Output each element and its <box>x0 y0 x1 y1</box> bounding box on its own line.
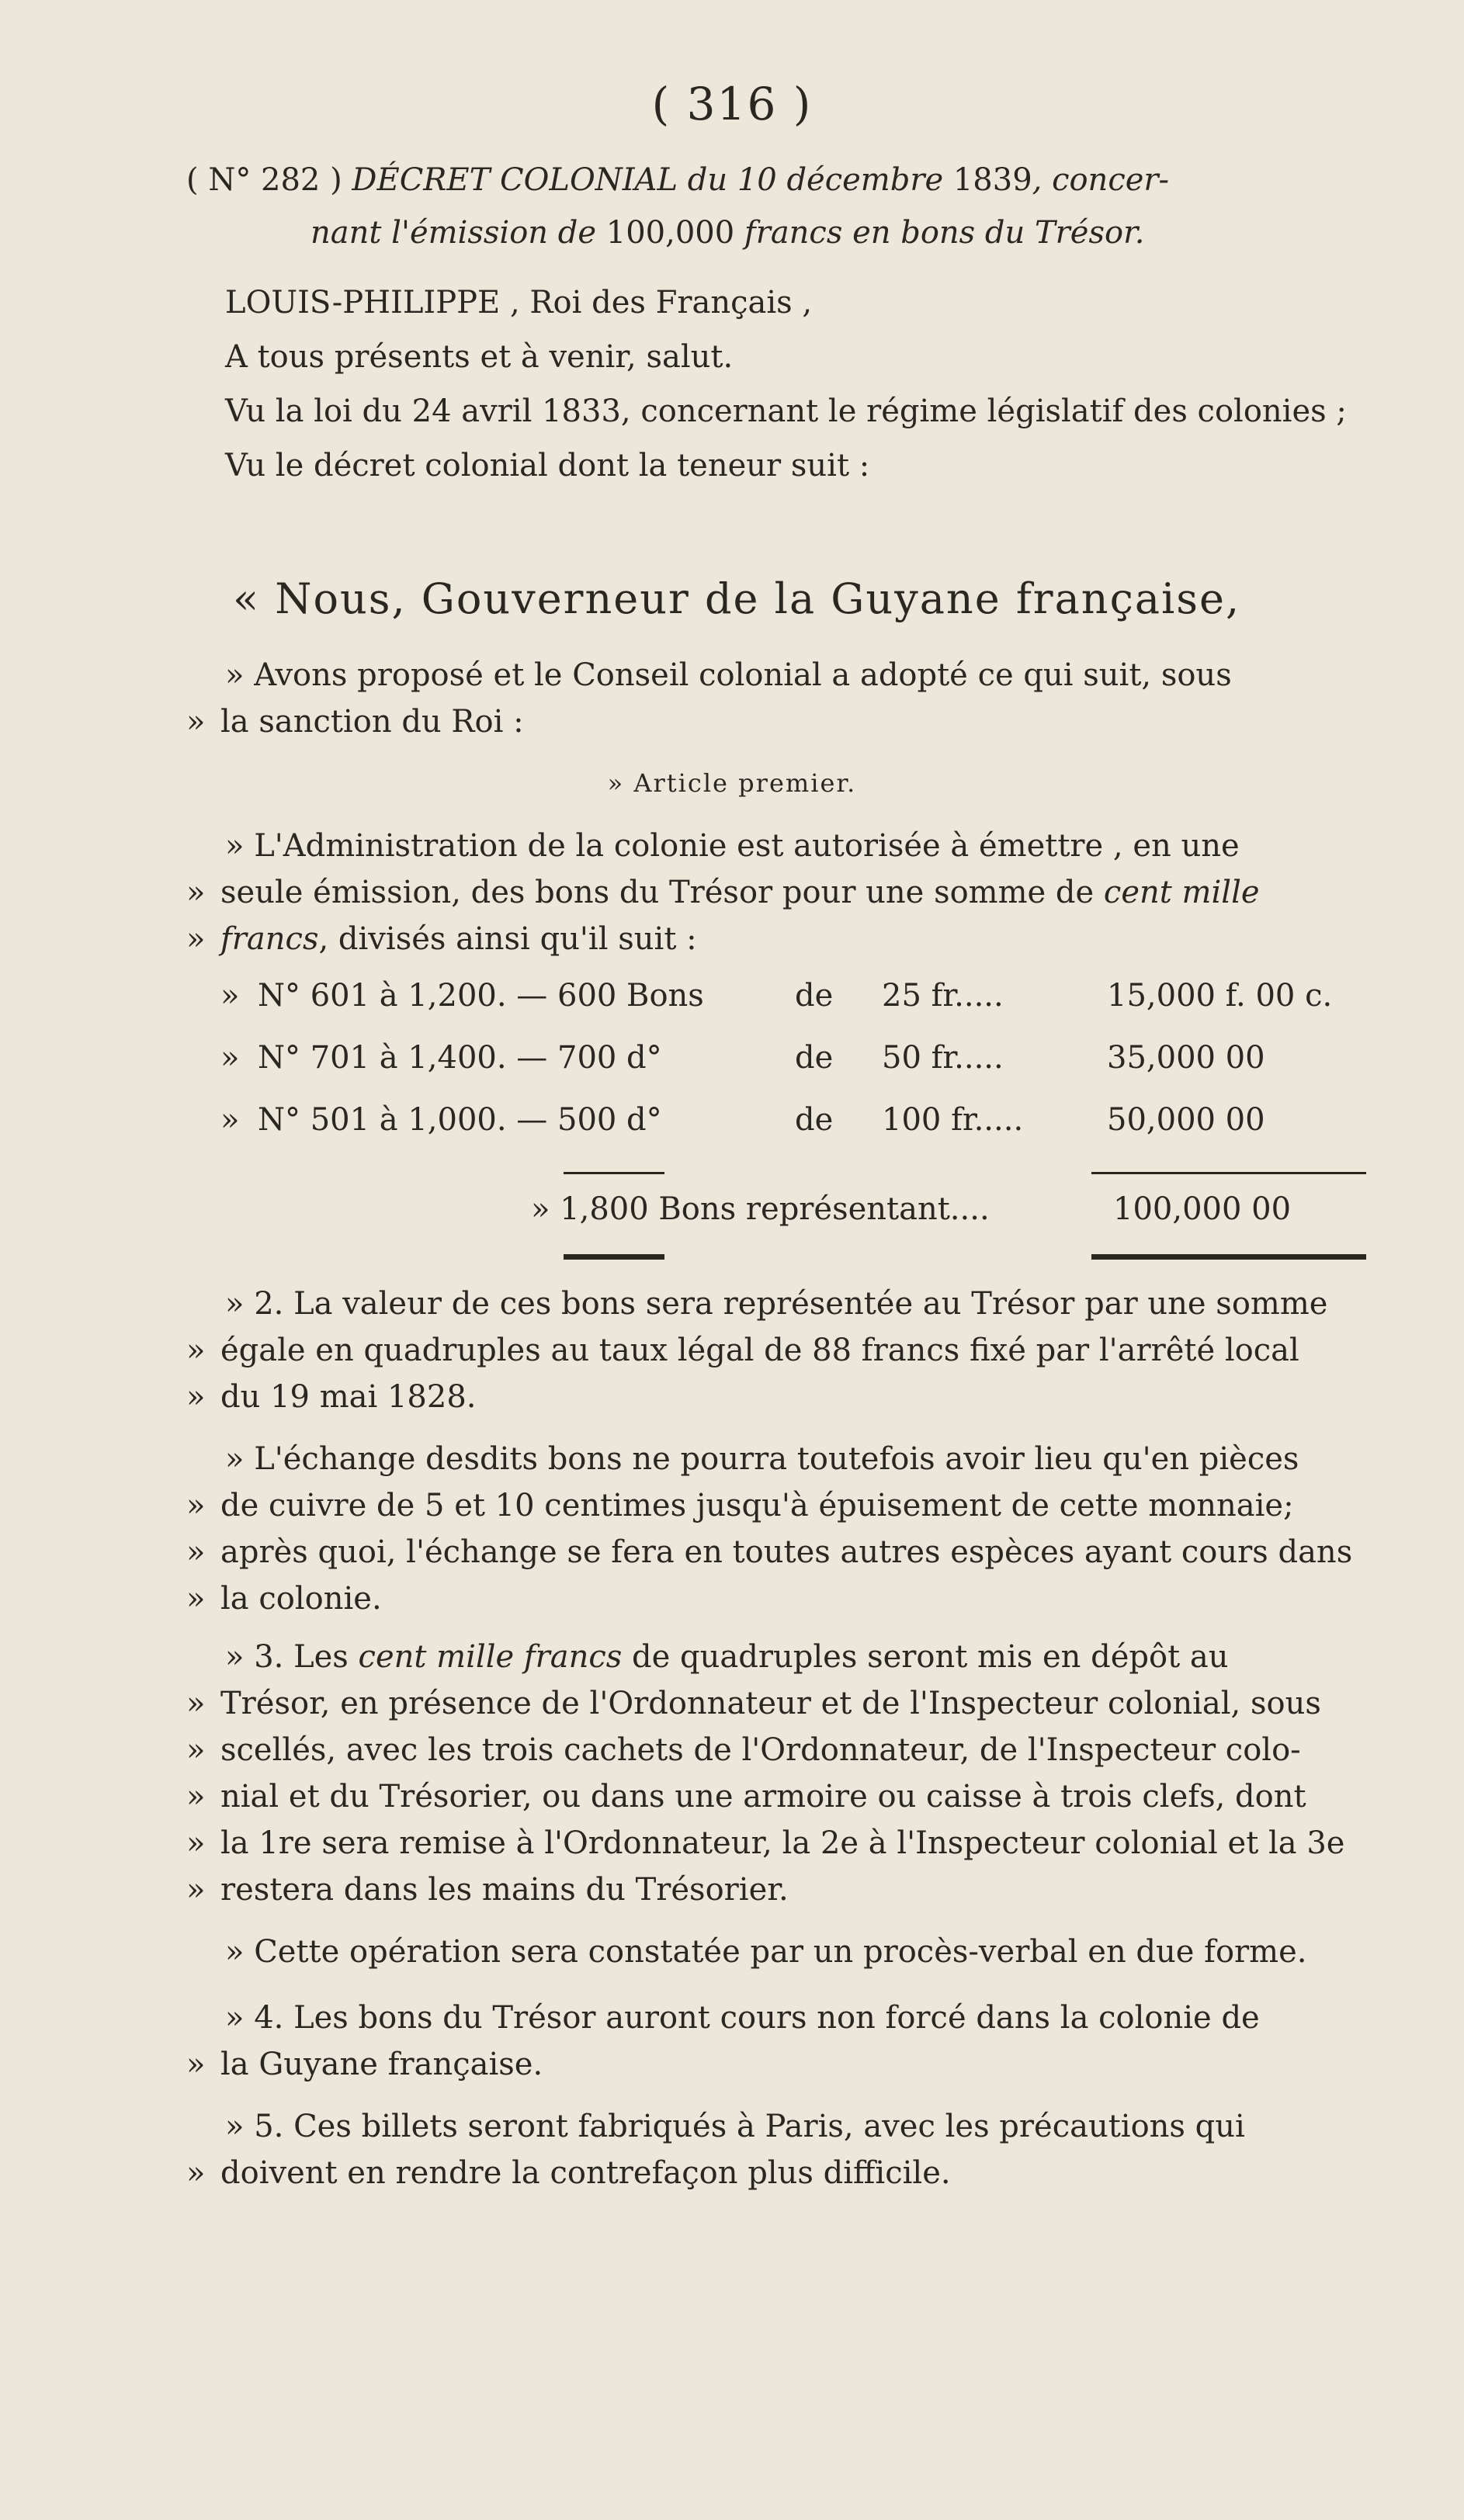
vu-decret: Vu le décret colonial dont la teneur suit : <box>225 448 870 484</box>
title-line-1: ( N° 282 ) DÉCRET COLONIAL du 10 décembre 1839, concer- <box>186 162 1170 198</box>
governor-heading: « Nous, Gouverneur de la Guyane française, <box>233 574 1241 623</box>
article-5: » 5. Ces billets seront fabriqués à Paris, avec les précautions qui » doivent en rendre la contrefaçon plus difficile. <box>186 2109 1245 2191</box>
article-premier-heading: » Article premier. <box>607 768 857 798</box>
salute-line: A tous présents et à venir, salut. <box>225 339 734 375</box>
title-line-2: nant l'émission de 100,000 francs en bons du Trésor. <box>310 215 1145 251</box>
vu-loi: Vu la loi du 24 avril 1833, concernant le régime législatif des colonies ; <box>225 393 1347 429</box>
echange-paragraph: » L'échange desdits bons ne pourra toutefois avoir lieu qu'en pièces » de cuivre de 5 et 10 centimes jusqu'à épuisement de cette monnaie; » après quoi, l'échange se fera en toutes autres espèces ayant cours dans » la colonie. <box>186 1441 1353 1617</box>
intro-block <box>186 279 1366 489</box>
table-rule-right <box>1091 1172 1366 1174</box>
king-line: LOUIS-PHILIPPE , Roi des Français , <box>225 285 813 321</box>
page-number: ( 316 ) <box>651 78 813 130</box>
avons-paragraph: » Avons proposé et le Conseil colonial a adopté ce qui suit, sous » la sanction du Roi : <box>186 657 1232 740</box>
table-total-rule-left <box>564 1254 664 1260</box>
table-row: » N° 501 à 1,000. — 500 d° de 100 fr..... 50,000 00 <box>220 1102 1265 1138</box>
decree-title <box>186 154 1366 259</box>
article-2: » 2. La valeur de ces bons sera représentée au Trésor par une somme » égale en quadruples au taux légal de 88 francs fixé par l'arrêté local » du 19 mai 1828. <box>186 1286 1328 1415</box>
table-total-row: » 1,800 Bons représentant.... 100,000 00 <box>531 1191 1292 1227</box>
table-total-rule-right <box>1091 1254 1366 1260</box>
proces-verbal-paragraph: » Cette opération sera constatée par un procès-verbal en due forme. <box>225 1934 1307 1970</box>
article-1: » L'Administration de la colonie est autorisée à émettre , en une » seule émission, des bons du Trésor pour une somme de cent mille » francs, divisés ainsi qu'il suit : <box>186 828 1260 957</box>
article-4: » 4. Les bons du Trésor auront cours non forcé dans la colonie de » la Guyane française. <box>186 2000 1260 2082</box>
article-3: » 3. Les cent mille francs de quadruples seront mis en dépôt au » Trésor, en présence de l'Ordonnateur et de l'Inspecteur colonial, sous » scellés, avec les trois cachets de l'Ordonnateur, de l'Inspecteur colo- » nial et du Trésorier, ou dans une armoire ou caisse à trois clefs, dont » la 1re sera remise à l'Ordonnateur, la 2e à l'Inspecteur colonial et la 3e » restera dans les mains du Trésorier. <box>186 1639 1345 1908</box>
table-row: » N° 701 à 1,400. — 700 d° de 50 fr..... 35,000 00 <box>220 1040 1265 1076</box>
table-row: » N° 601 à 1,200. — 600 Bons de 25 fr..... 15,000 f. 00 c. <box>220 978 1333 1014</box>
table-rule-left <box>564 1172 664 1174</box>
